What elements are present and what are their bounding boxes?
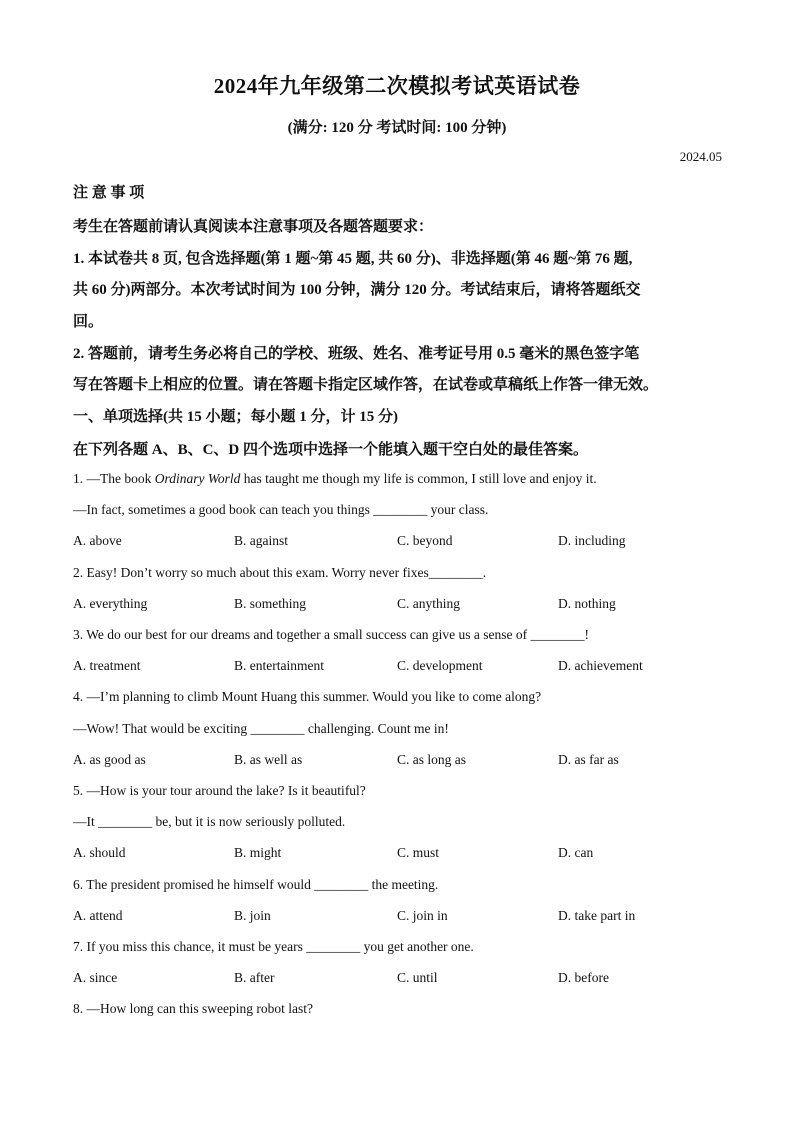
question-5-option-a: A. should bbox=[73, 845, 126, 860]
question-6-stem: 6. The president promised he himself would ________ the meeting. bbox=[73, 877, 439, 892]
question-7-option-d: D. before bbox=[558, 970, 609, 985]
question-6-option-b: B. join bbox=[234, 908, 271, 923]
question-2-option-b: B. something bbox=[234, 596, 307, 611]
question-5-option-c: C. must bbox=[397, 845, 440, 860]
question-1-option-b: B. against bbox=[234, 533, 288, 548]
question-2-option-c: C. anything bbox=[397, 596, 460, 611]
question-6-option-a: A. attend bbox=[73, 908, 123, 923]
question-5-option-b: B. might bbox=[234, 845, 282, 860]
question-4-option-d: D. as far as bbox=[558, 752, 619, 767]
notice-item-2-line-2: 写在答题卡上相应的位置。请在答题卡指定区域作答，在试卷或草稿纸上作答一律无效。 bbox=[73, 377, 659, 393]
question-4-stem: 4. —I’m planning to climb Mount Huang this summer. Would you like to come along? bbox=[73, 689, 542, 704]
question-8-stem: 8. —How long can this sweeping robot last? bbox=[73, 1001, 313, 1016]
section-1-instruction: 在下列各题 A、B、C、D 四个选项中选择一个能填入题干空白处的最佳答案。 bbox=[73, 442, 589, 458]
question-4-option-c: C. as long as bbox=[397, 752, 466, 767]
question-1-option-a: A. above bbox=[73, 533, 122, 548]
question-6-option-d: D. take part in bbox=[558, 908, 636, 923]
question-4-option-b: B. as well as bbox=[234, 752, 303, 767]
exam-title: 2024年九年级第二次模拟考试英语试卷 bbox=[213, 74, 581, 98]
question-6-option-c: C. join in bbox=[397, 908, 448, 923]
question-2-option-a: A. everything bbox=[73, 596, 148, 611]
question-7-stem: 7. If you miss this chance, it must be years ________ you get another one. bbox=[73, 939, 474, 954]
question-7-option-c: C. until bbox=[397, 970, 438, 985]
question-1-reply: —In fact, sometimes a good book can teach you things ________ your class. bbox=[73, 502, 489, 517]
question-1-option-d: D. including bbox=[558, 533, 626, 548]
question-3-stem: 3. We do our best for our dreams and together a small success can give us a sense of ________! bbox=[73, 627, 590, 642]
question-2-stem: 2. Easy! Don’t worry so much about this exam. Worry never fixes________. bbox=[73, 565, 487, 580]
exam-date: 2024.05 bbox=[679, 149, 722, 164]
question-3-option-a: A. treatment bbox=[73, 658, 141, 673]
question-3-option-d: D. achievement bbox=[558, 658, 643, 673]
question-5-option-d: D. can bbox=[558, 845, 594, 860]
question-1-book-title: Ordinary World bbox=[154, 471, 241, 486]
notice-item-1-line-3: 回。 bbox=[73, 314, 104, 330]
question-5-stem: 5. —How is your tour around the lake? Is it beautiful? bbox=[73, 783, 366, 798]
notice-heading: 注 意 事 项 bbox=[73, 185, 145, 201]
question-1-stem-post: has taught me though my life is common, I still love and enjoy it. bbox=[240, 471, 597, 486]
question-7-option-b: B. after bbox=[234, 970, 275, 985]
section-1-heading: 一、单项选择(共 15 小题；每小题 1 分，计 15 分) bbox=[73, 409, 398, 425]
question-3-option-b: B. entertainment bbox=[234, 658, 324, 673]
question-3-option-c: C. development bbox=[397, 658, 483, 673]
question-1-stem-pre: 1. —The book bbox=[73, 471, 155, 486]
notice-item-1-line-1: 1. 本试卷共 8 页, 包含选择题(第 1 题~第 45 题, 共 60 分)、非选择题(第 46 题~第 76 题, bbox=[73, 251, 633, 267]
exam-subtitle: (满分: 120 分 考试时间: 100 分钟) bbox=[287, 120, 507, 136]
question-4-reply: —Wow! That would be exciting ________ challenging. Count me in! bbox=[73, 721, 449, 736]
question-2-option-d: D. nothing bbox=[558, 596, 616, 611]
question-5-reply: —It ________ be, but it is now seriously polluted. bbox=[73, 814, 346, 829]
notice-item-2-line-1: 2. 答题前，请考生务必将自己的学校、班级、姓名、准考证号用 0.5 毫米的黑色签字笔 bbox=[73, 346, 640, 362]
notice-intro: 考生在答题前请认真阅读本注意事项及各题答题要求： bbox=[73, 219, 434, 235]
question-7-option-a: A. since bbox=[73, 970, 118, 985]
notice-item-1-line-2: 共 60 分)两部分。本次考试时间为 100 分钟，满分 120 分。考试结束后，请将答题纸交 bbox=[73, 282, 641, 298]
question-1-option-c: C. beyond bbox=[397, 533, 453, 548]
question-1-stem bbox=[73, 471, 597, 487]
question-4-option-a: A. as good as bbox=[73, 752, 146, 767]
